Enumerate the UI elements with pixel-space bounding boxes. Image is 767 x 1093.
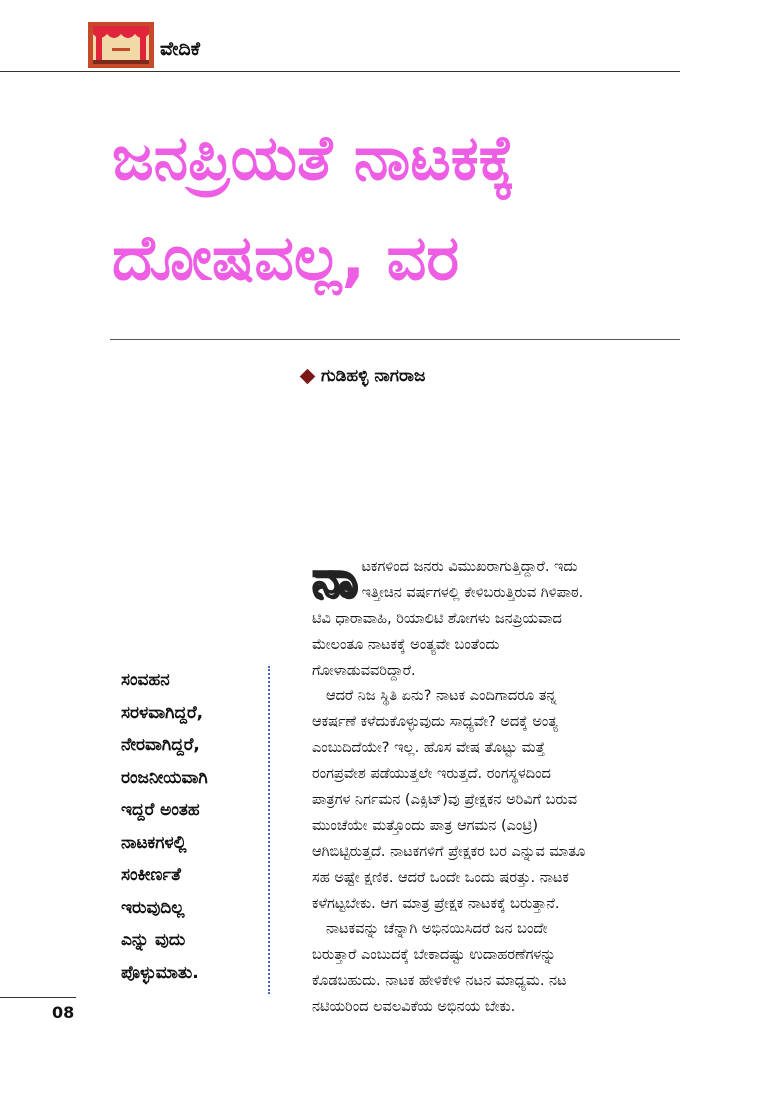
byline xyxy=(302,366,425,386)
body-line: ಟಕಗಳಿಂದ ಜನರು ವಿಮುಖರಾಗುತ್ತಿದ್ದಾರೆ. ಇದು xyxy=(361,559,578,575)
pull-quote-line: ಇದ್ದರೆ ಅಂತಹ xyxy=(121,800,200,820)
section-label: ವೇದಿಕೆ xyxy=(160,38,201,60)
body-line: ಬರುತ್ತಾರೆ ಎಂಬುದಕ್ಕೆ ಬೇಕಾದಷ್ಟು ಉದಾಹರಣೆಗಳನ್ನು xyxy=(312,947,556,964)
body-line: ರಂಗಪ್ರವೇಶ ಪಡೆಯುತ್ತಲೇ ಇರುತ್ತದೆ. ರಂಗಸ್ಥಳದಿಂದ xyxy=(312,766,551,783)
pull-quote-line: ನಾಟಕಗಳಲ್ಲಿ xyxy=(121,832,187,853)
body-line: ಆಕರ್ಷಣೆ ಕಳೆದುಕೊಳ್ಳುವುದು ಸಾಧ್ಯವೇ? ಅದಕ್ಕೆ ಅಂತ್ಯ xyxy=(312,714,558,731)
body-line: ಮುಂಚೆಯೇ ಮತ್ತೊಂದು ಪಾತ್ರ ಆಗಮನ (ಎಂಟ್ರಿ) xyxy=(312,817,539,834)
pull-quote-line: ಎನ್ನು ವುದು xyxy=(121,930,186,950)
diamond-bullet-icon xyxy=(300,368,316,384)
body-line: ಸಹ ಅಷ್ಟೇ ಕ್ಷಣಿಕ. ಆದರೆ ಒಂದೇ ಒಂದು ಷರತ್ತು. ನಾಟಕ xyxy=(312,869,569,886)
body-line: ಟಿವಿ ಧಾರಾವಾಹಿ, ರಿಯಾಲಿಟಿ ಶೋಗಳು ಜನಪ್ರಿಯವಾದ xyxy=(312,610,562,627)
pull-quote-line: ಸರಳವಾಗಿದ್ದರೆ, xyxy=(121,702,204,723)
body-line: ಕಳೆಗಟ್ಟಬೇಕು. ಆಗ ಮಾತ್ರ ಪ್ರೇಕ್ಷಕ ನಾಟಕಕ್ಕೆ ಬರುತ್ತಾನೆ. xyxy=(312,895,560,912)
body-line: ಮೇಲಂತೂ ನಾಟಕಕ್ಕೆ ಅಂತ್ಯವೇ ಬಂತೆಂದು xyxy=(312,636,500,653)
title-line-1: ಜನಪ್ರಿಯತೆ ನಾಟಕಕ್ಕೆ xyxy=(112,121,515,194)
title-line-2: ದೋಷವಲ್ಲ, ವರ xyxy=(112,221,460,294)
body-line: ಗೋಳಾಡುವವರಿದ್ದಾರೆ. xyxy=(312,662,416,679)
author-name: ಗುಡಿಹಳ್ಳಿ ನಾಗರಾಜ xyxy=(321,366,426,386)
article-title xyxy=(112,108,692,308)
page-number: 08 xyxy=(52,1003,75,1022)
footer-divider xyxy=(0,997,76,998)
body-line: ಆಗಿಬಿಟ್ಟಿರುತ್ತದೆ. ನಾಟಕಗಳಿಗೆ ಪ್ರೇಕ್ಷಕರ ಬರ ಎನ್ನುವ ಮಾತೂ xyxy=(312,843,586,860)
pull-quote-line: ಸಂವಹನ xyxy=(121,670,170,690)
pull-quote-line: ನೇರವಾಗಿದ್ದರೆ, xyxy=(121,735,200,755)
pull-quote-line: ಪೊಳ್ಳುಮಾತು. xyxy=(121,962,199,983)
body-line: ಇತ್ತೀಚಿನ ವರ್ಷಗಳಲ್ಲಿ ಕೇಳಿಬರುತ್ತಿರುವ ಗಿಳಿಪಾಠ. xyxy=(361,584,584,601)
header-divider xyxy=(0,71,680,72)
pull-quote xyxy=(121,664,261,989)
title-divider xyxy=(110,339,680,340)
article-body xyxy=(312,550,682,1021)
body-line: ಆದರೆ ನಿಜ ಸ್ಥಿತಿ ಏನು? ನಾಟಕ ಎಂದಿಗಾದರೂ ತನ್ನ xyxy=(326,688,557,705)
drop-cap: ನಾ xyxy=(312,550,358,608)
body-line: ಪಾತ್ರಗಳ ನಿರ್ಗಮನ (ಎಕ್ಸಿಟ್)ವು ಪ್ರೇಕ್ಷಕನ ಅರಿವಿಗೆ ಬರುವ xyxy=(312,792,578,809)
pull-quote-line: ರಂಜನೀಯವಾಗಿ xyxy=(121,767,208,788)
pull-quote-line: ಇರುವುದಿಲ್ಲ xyxy=(121,897,185,918)
pull-quote-divider xyxy=(268,666,270,994)
stage-logo-icon xyxy=(88,22,154,68)
pull-quote-line: ಸಂಕೀರ್ಣತೆ xyxy=(121,865,181,885)
body-line: ನಾಟಕವನ್ನು ಚೆನ್ನಾಗಿ ಅಭಿನಯಿಸಿದರೆ ಜನ ಬಂದೇ xyxy=(326,921,548,938)
body-line: ಎಂಬುದಿದೆಯೇ? ಇಲ್ಲ. ಹೊಸ ವೇಷ ತೊಟ್ಟು ಮತ್ತೆ xyxy=(312,740,546,757)
body-line: ನಟಿಯರಿಂದ ಲವಲವಿಕೆಯ ಅಭಿನಯ ಬೇಕು. xyxy=(312,999,516,1016)
body-line: ಕೊಡಬಹುದು. ನಾಟಕ ಹೇಳಿಕೇಳಿ ನಟನ ಮಾಧ್ಯಮ. ನಟ xyxy=(312,973,567,990)
